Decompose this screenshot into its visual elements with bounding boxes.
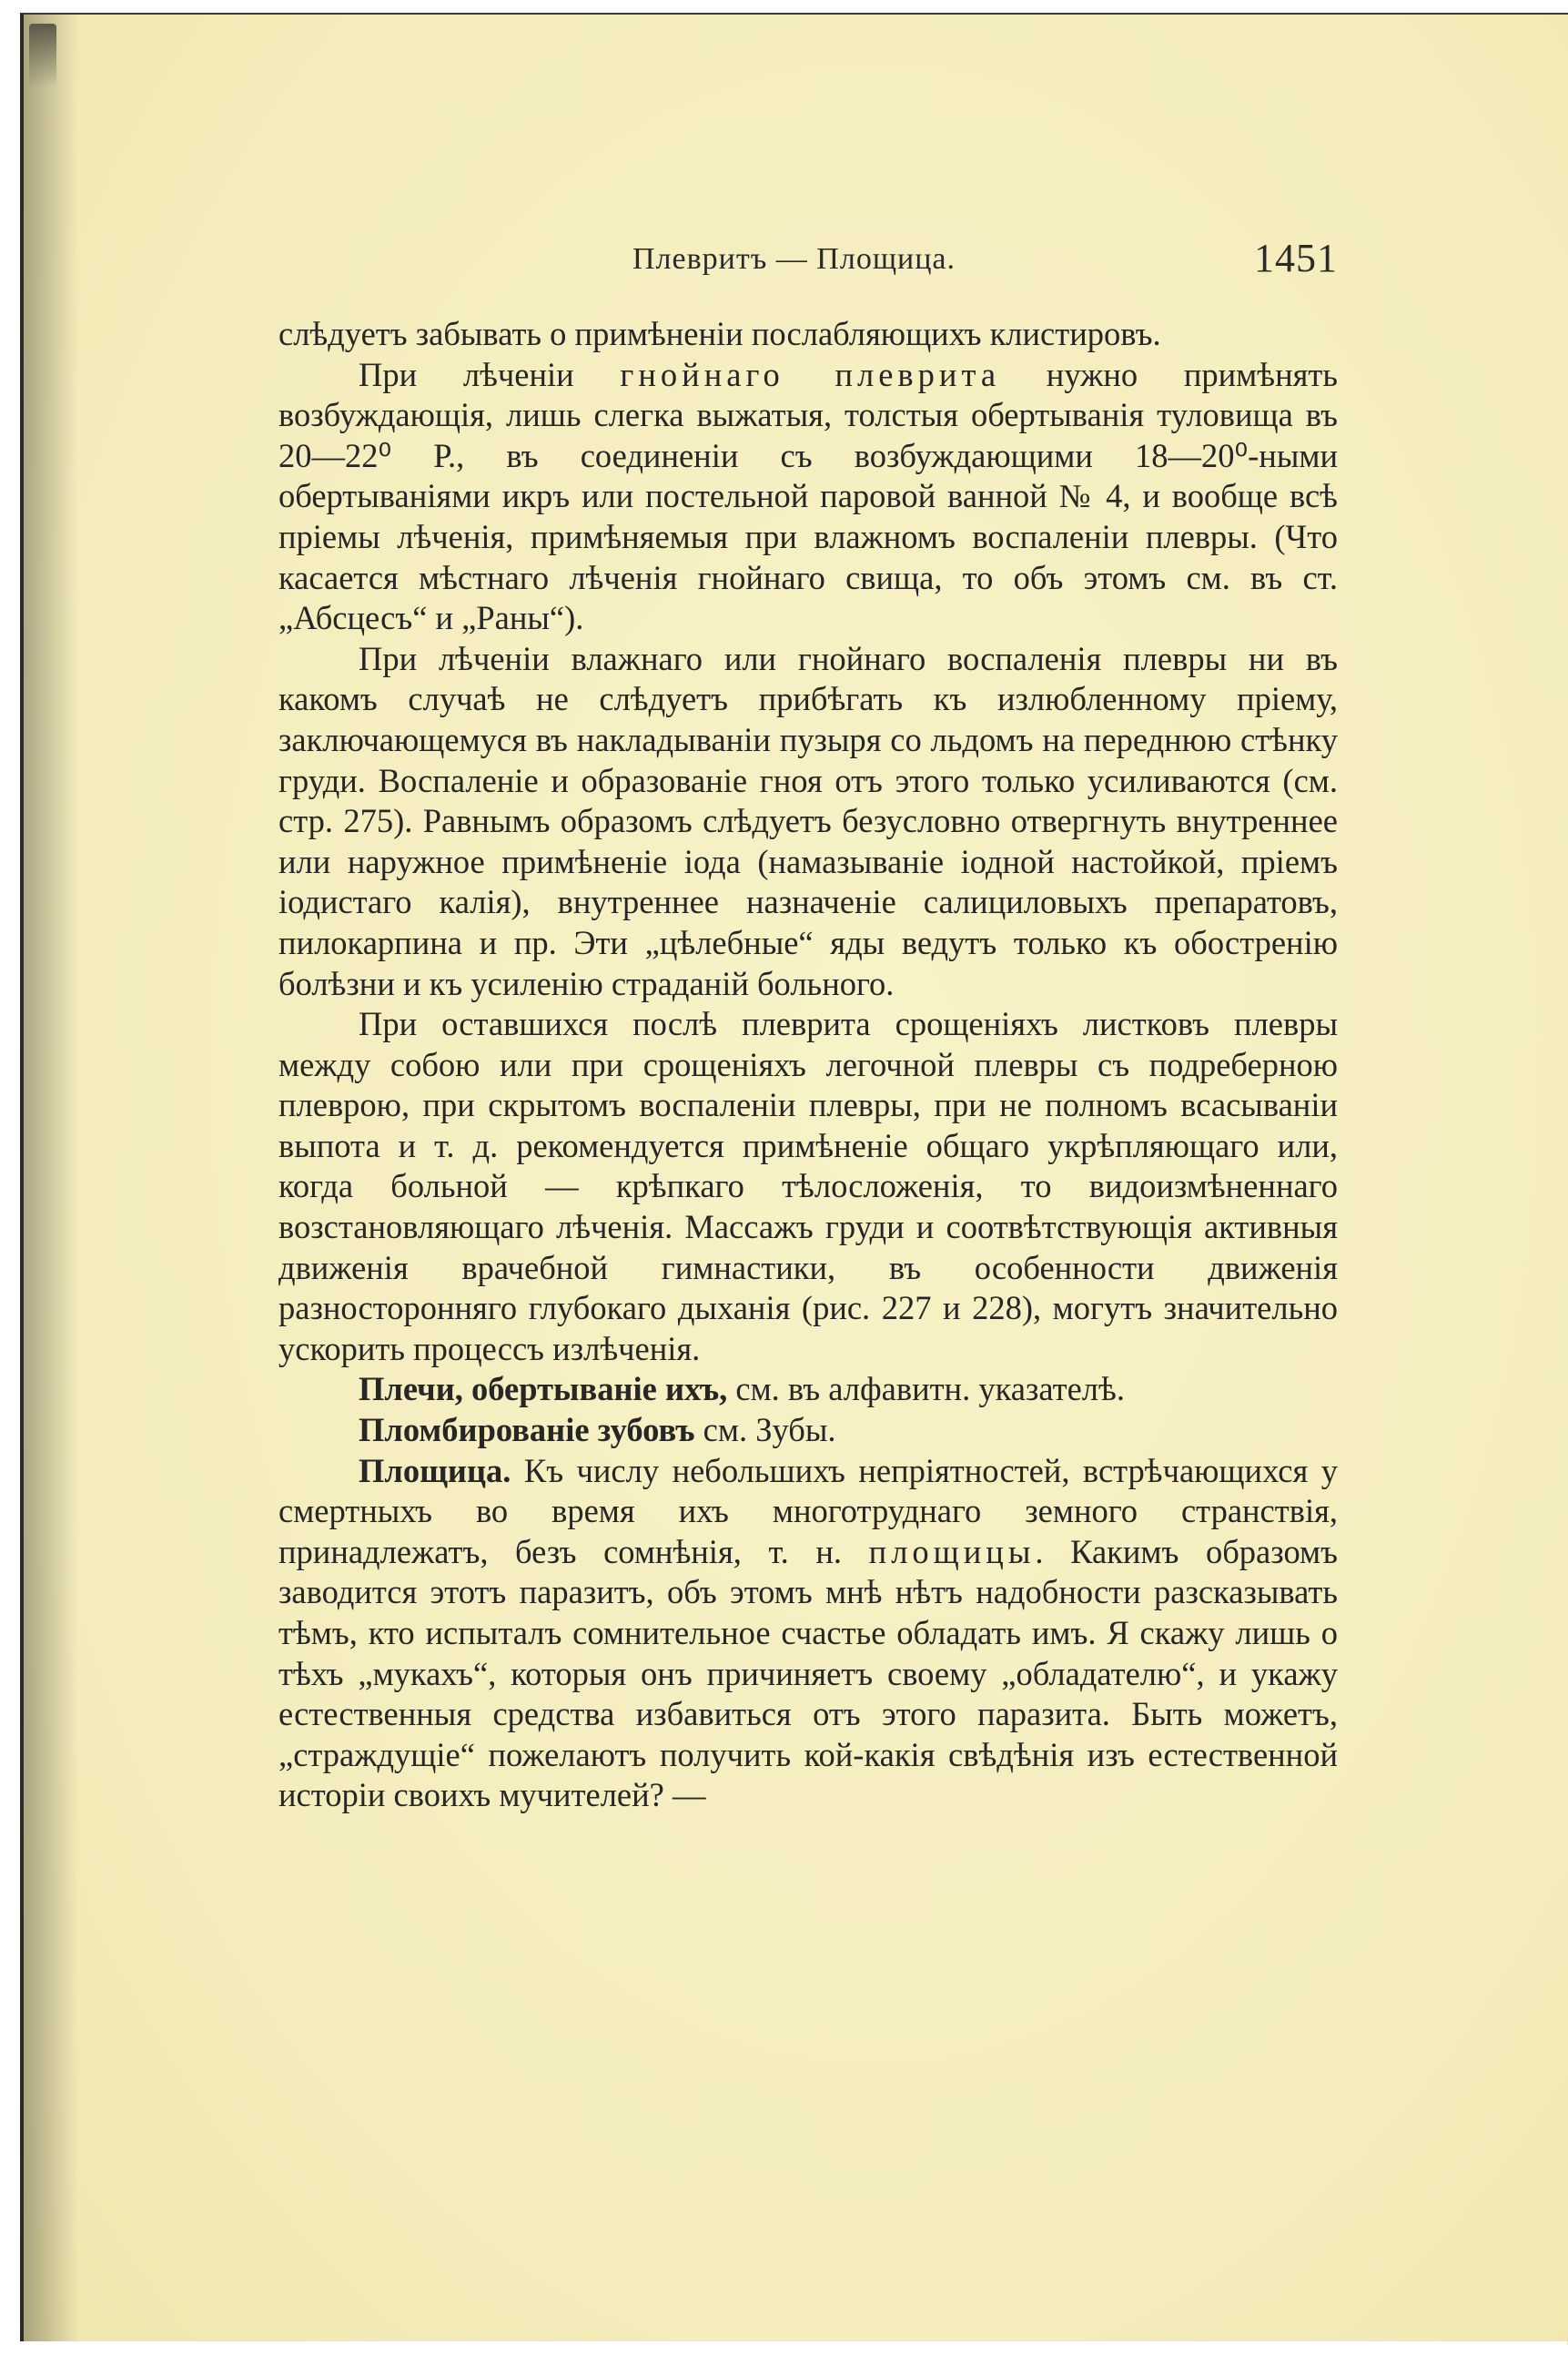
paragraph-text: нужно примѣнять возбуждающія, лишь слегка выжатыя, толстыя обертыванія туловища въ 20—22⁰ Р., въ соединеніи съ возбуждающими 18—20⁰-ными обертываніями икръ или постельной паровой ванной № 4, и вообще всѣ пріемы лѣченія, примѣняемыя при влажномъ воспаленіи плевры. (Что касается мѣстнаго лѣченія гнойнаго свища, то объ этомъ см. въ ст. „Абсцесъ“ и „Раны“).: [278, 355, 1338, 637]
paragraph-ice-warning: [278, 639, 1338, 1004]
entry-shoulders: [278, 1369, 1338, 1410]
entry-term: Пломбированіе зубовъ: [359, 1411, 695, 1449]
paragraph-continuation: [278, 314, 1338, 355]
running-title: Плевритъ — Площица.: [632, 242, 956, 276]
spaced-term: гнойнаго плеврита: [620, 355, 1001, 393]
paragraph-text: При лѣченіи влажнаго или гнойнаго воспаленія плевры ни въ какомъ случаѣ не слѣдуетъ прибѣгать къ излюбленному пріему, заключающемуся въ накладываніи пузыря со льдомъ на переднюю стѣнку груди. Воспаленіе и образованіе гноя отъ этого только усиливаются (см. стр. 275). Равнымъ образомъ слѣдуетъ безусловно отвергнуть внутреннее или наружное примѣненіе іода (намазываніе іодной настойкой, пріемъ іодистаго калія), внутреннее назначеніе салициловыхъ препаратовъ, пилокарпина и пр. Эти „цѣлебные“ яды ведутъ только къ обостренію болѣзни и къ усиленію страданій больного.: [278, 639, 1338, 1002]
body-text: [278, 314, 1338, 1816]
entry-term: Плечи, обертываніе ихъ,: [359, 1370, 728, 1408]
entry-lice: [278, 1451, 1338, 1816]
entry-text: Къ числу небольшихъ непріятностей, встрѣчающихся у смертныхъ во время ихъ многотруднаго земного странствія, принадлежатъ, безъ сомнѣнія, т. н.: [278, 1451, 1338, 1570]
page-number: 1451: [1254, 236, 1338, 280]
page-bottom-edge: [20, 2341, 1567, 2355]
entry-text: . Какимъ образомъ заводится этотъ паразитъ, объ этомъ мнѣ нѣтъ надобности разсказывать тѣмъ, кто испыталъ сомнительное счастье обладать имъ. Я скажу лишь о тѣхъ „мукахъ“, которыя онъ причиняетъ своему „обладателю“, и укажу естественныя средства избавиться отъ этого паразита. Быть можетъ, „страждущіе“ пожелаютъ получить кой-какія свѣдѣнія изъ естественной исторіи своихъ мучителей? —: [278, 1532, 1338, 1814]
spaced-term: площицы: [868, 1532, 1036, 1570]
page-header: [273, 235, 1338, 289]
spine-shadow: [24, 15, 78, 2345]
paragraph-text: При лѣченіи: [359, 355, 621, 393]
paragraph-text: слѣдуетъ забывать о примѣненіи послабляющихъ клистировъ.: [278, 315, 1161, 352]
entry-text: см. Зубы.: [694, 1411, 836, 1449]
binding-mark: [29, 24, 56, 87]
paragraph-adhesions: [278, 1004, 1338, 1369]
paragraph-purulent-pleurisy: [278, 355, 1338, 639]
entry-term: Площица.: [359, 1451, 511, 1489]
paragraph-text: При оставшихся послѣ плеврита срощеніяхъ листковъ плевры между собою или при срощеніяхъ легочной плевры съ подреберною плеврою, при скрытомъ воспаленіи плевры, при не полномъ всасываніи выпота и т. д. рекомендуется примѣненіе общаго укрѣпляющаго или, когда больной — крѣпкаго тѣлосложенія, то видоизмѣненнаго возстановляющаго лѣченія. Массажъ груди и соотвѣтствующія активныя движенія врачебной гимнастики, въ особенности движенія разносторонняго глубокаго дыханія (рис. 227 и 228), могутъ значительно ускорить процессъ излѣченія.: [278, 1005, 1338, 1367]
entry-fillings: [278, 1410, 1338, 1451]
entry-text: см. въ алфавитн. указателѣ.: [727, 1370, 1125, 1408]
